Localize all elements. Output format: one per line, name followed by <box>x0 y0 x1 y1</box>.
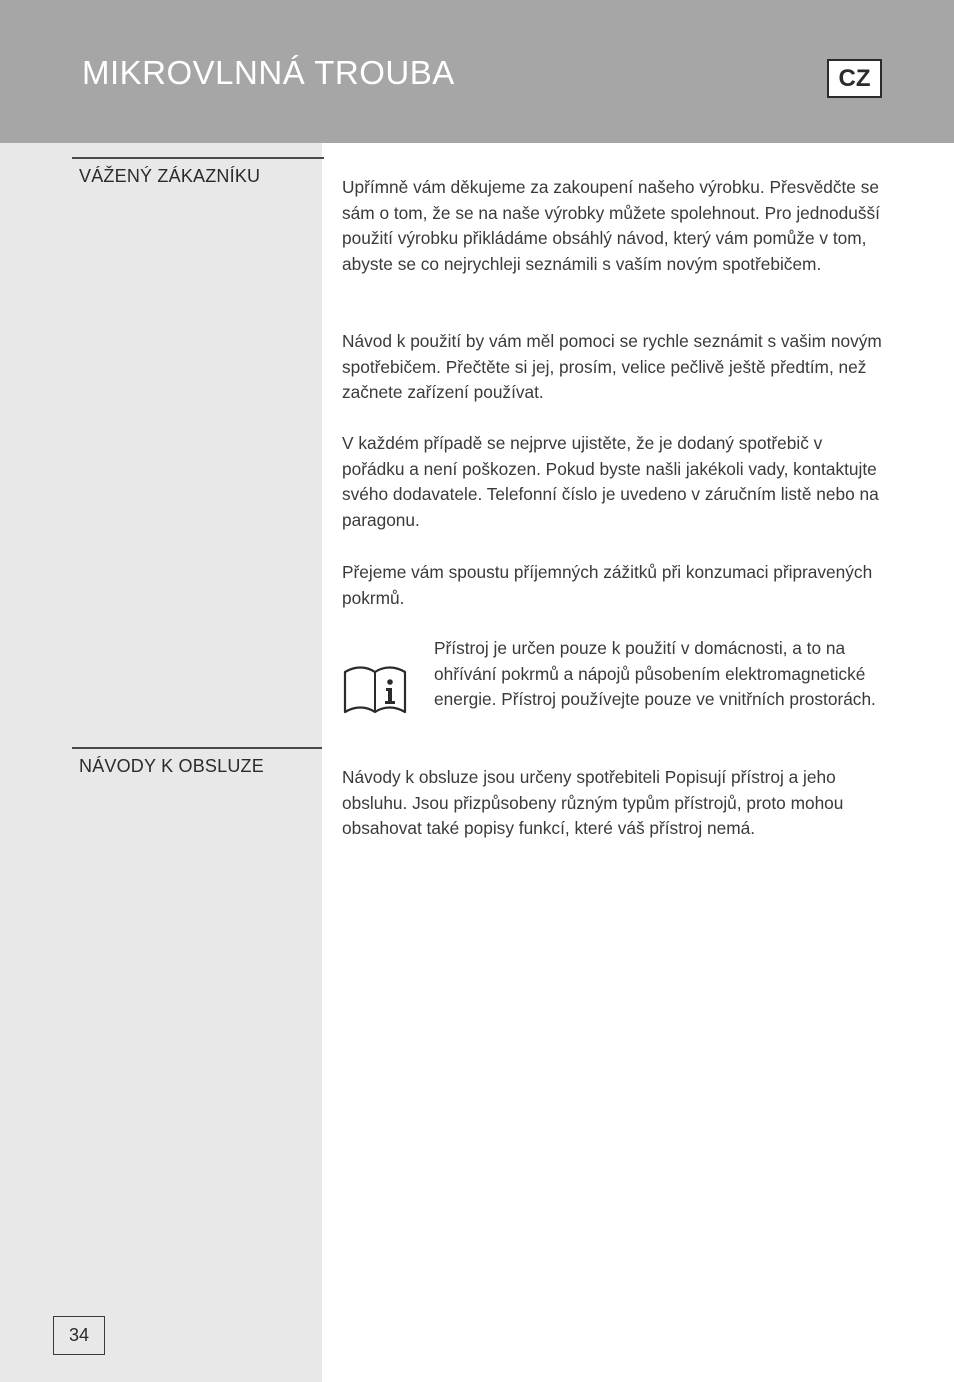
paragraph-manual-usage: Návod k použití by vám měl pomoci se rychle seznámit s vašim novým spotřebičem. Přečtěte si jej, prosím, velice pečlivě ještě předtím, než začnete zařízení používat. <box>342 331 882 403</box>
usage-note: Přístroj je určen pouze k použití v domácnosti, a to na ohřívání pokrmů a nápojů působením elektromagnetické energie. Přístroj používejte pouze ve vnitřních prostorách. <box>434 638 876 710</box>
section-divider <box>72 157 324 159</box>
page-header <box>0 0 954 143</box>
section-divider <box>72 747 322 749</box>
document-title: MIKROVLNNÁ TROUBA <box>82 54 455 91</box>
section-heading-customer: VÁŽENÝ ZÁKAZNÍKU <box>79 166 261 186</box>
page-number: 34 <box>53 1316 105 1355</box>
language-badge: CZ <box>827 59 882 98</box>
paragraph-instructions: Návody k obsluze jsou určeny spotřebiteli Popisují přístroj a jeho obsluhu. Jsou přizpůsobeny různým typům přístrojů, proto mohou obsahovat také popisy funkcí, které váš přístroj nemá. <box>342 767 844 839</box>
section-heading-instructions: NÁVODY K OBSLUZE <box>79 756 264 776</box>
paragraph-wishes: Přejeme vám spoustu příjemných zážitků při konzumaci připravených pokrmů. <box>342 562 873 608</box>
paragraph-inspection: V každém případě se nejprve ujistěte, že je dodaný spotřebič v pořádku a není poškozen. Pokud byste našli jakékoli vady, kontaktujte svého dodavatele. Telefonní číslo je uvedeno v záručním listě nebo na paragonu. <box>342 433 879 531</box>
paragraph-thanks: Upřímně vám děkujeme za zakoupení našeho výrobku. Přesvědčte se sám o tom, že se na naše výrobky můžete spolehnout. Pro jednodušší použití výrobku přikládáme obsáhlý návod, který vám pomůže v tom, abyste se co nejrychleji seznámili s vaším novým spotřebičem. <box>342 177 880 275</box>
manual-info-icon <box>342 664 408 716</box>
